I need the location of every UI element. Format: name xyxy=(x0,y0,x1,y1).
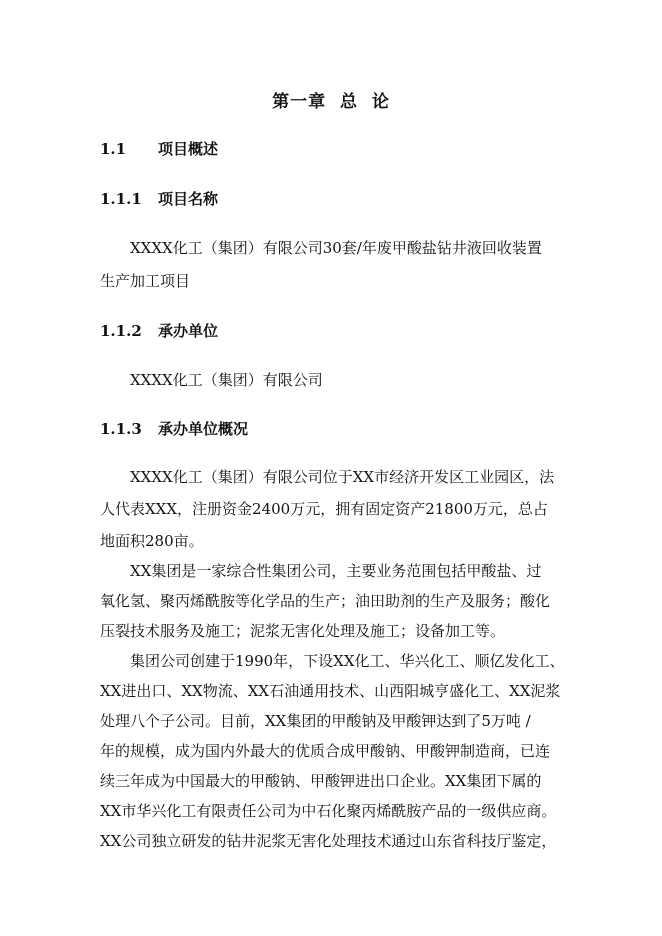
project-name-line-2: 生产加工项目 xyxy=(100,272,191,290)
overview-p3-line-1: 集团公司创建于1990年，下设XX化工、华兴化工、顺亿发化工、 xyxy=(130,652,565,670)
section-heading-1-1-2 xyxy=(100,320,218,341)
section-heading-1-1 xyxy=(100,138,218,159)
section-title: 项目名称 xyxy=(158,190,219,208)
overview-p2-line-1: XX集团是一家综合性集团公司，主要业务范围包括甲酸盐、过 xyxy=(130,562,542,580)
project-name-line-1: XXXX化工（集团）有限公司30套/年废甲酸盐钻井液回收装置 xyxy=(130,239,542,257)
overview-p3-line-7: XX公司独立研发的钻井泥浆无害化处理技术通过山东省科技厅鉴定， xyxy=(100,832,557,850)
overview-p2-line-3: 压裂技术服务及施工；泥浆无害化处理及施工；设备加工等。 xyxy=(100,622,506,640)
overview-p3-line-4: 年的规模，成为国内外最大的优质合成甲酸钠、甲酸钾制造商，已连 xyxy=(100,742,551,760)
overview-p2-line-2: 氧化氢、聚丙烯酰胺等化学品的生产；油田助剂的生产及服务；酸化 xyxy=(100,592,551,610)
overview-p3-line-3: 处理八个子公司。目前，XX集团的甲酸钠及甲酸钾达到了5万吨 / xyxy=(100,712,531,730)
overview-p1-line-3: 地面积280亩。 xyxy=(100,532,204,550)
chapter-title: 第一章 总 论 xyxy=(272,92,390,112)
section-number: 1.1.3 xyxy=(100,420,142,438)
section-title: 承办单位 xyxy=(158,322,219,340)
section-heading-1-1-3 xyxy=(100,418,248,439)
section-title: 承办单位概况 xyxy=(158,420,249,438)
section-number: 1.1.2 xyxy=(100,322,142,340)
overview-p3-line-6: XX市华兴化工有限责任公司为中石化聚丙烯酰胺产品的一级供应商。 xyxy=(100,802,557,820)
overview-p1-line-1: XXXX化工（集团）有限公司位于XX市经济开发区工业园区，法 xyxy=(130,468,555,486)
section-number: 1.1 xyxy=(100,140,127,158)
section-number: 1.1.1 xyxy=(100,190,142,208)
overview-p3-line-2: XX进出口、XX物流、XX石油通用技术、山西阳城亨盛化工、XX泥浆 xyxy=(100,682,561,700)
organizer-line: XXXX化工（集团）有限公司 xyxy=(130,371,323,389)
overview-p3-line-5: 续三年成为中国最大的甲酸钠、甲酸钾进出口企业。XX集团下属的 xyxy=(100,772,542,790)
section-heading-1-1-1 xyxy=(100,188,218,209)
section-title: 项目概述 xyxy=(158,140,219,158)
overview-p1-line-2: 人代表XXX，注册资金2400万元，拥有固定资产21800万元，总占 xyxy=(100,500,548,518)
